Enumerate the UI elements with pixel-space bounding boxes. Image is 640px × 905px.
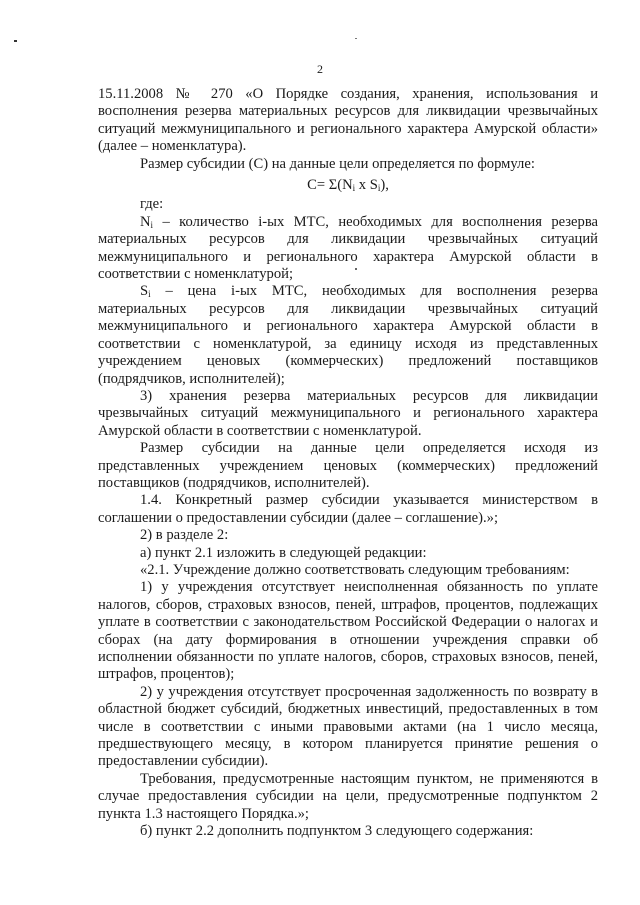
- variable-subscript: i: [150, 219, 154, 230]
- variable: N: [140, 213, 151, 230]
- formula-text: C= Σ(N: [307, 177, 353, 194]
- paragraph-definition-n: [98, 214, 598, 284]
- formula-text: ),: [380, 177, 389, 194]
- paragraph: Размер субсидии на данные цели определяется исходя из представленных учреждением ценовых (коммерческих) предложений поставщиков (подрядчиков, исполнителей).: [98, 440, 598, 491]
- scan-speck: [14, 40, 17, 42]
- paragraph: б) пункт 2.2 дополнить подпунктом 3 следующего содержания:: [140, 823, 534, 840]
- paragraph: Размер субсидии (С) на данные цели определяется по формуле:: [140, 155, 535, 172]
- variable-subscript: i: [148, 289, 151, 300]
- formula-subscript: i: [352, 183, 356, 194]
- paragraph: 1) у учреждения отсутствует неисполненная обязанность по уплате налогов, сборов, страховых взносов, пеней, штрафов, процентов, подлежащих уплате в соответствии с законодательством Российской Федерации о налогах и сборах (на дату формирования в отношении учреждения справки об исполнении обязанности по уплате налогов, сборов, страховых взносов, пеней, штрафов, процентов);: [98, 579, 598, 683]
- paragraph: 1.4. Конкретный размер субсидии указывается министерством в соглашении о предоставлении субсидии (далее – соглашение).»;: [98, 492, 598, 526]
- formula-subscript: i: [377, 183, 381, 194]
- paragraph: «2.1. Учреждение должно соответствовать следующим требованиям:: [140, 561, 570, 578]
- definition-text: – цена i-ых МТС, необходимых для восполнения резерва материальных ресурсов для ликвидации чрезвычайных ситуаций межмуниципального и регионального характера Амурской области в соответствии с номенклатурой, за единицу исходя из представленных учреждением ценовых (коммерческих) предложений поставщиков (подрядчиков, исполнителей);: [98, 283, 598, 387]
- definition-text: – количество i-ых МТС, необходимых для восполнения резерва материальных ресурсов для ликвидации чрезвычайных ситуаций межмуниципального и регионального характера Амурской области в соответствии с номенклатурой;: [98, 213, 598, 283]
- formula: [98, 177, 598, 194]
- paragraph: 2) в разделе 2:: [140, 527, 229, 544]
- paragraph: 3) хранения резерва материальных ресурсов для ликвидации чрезвычайных ситуаций межмуниципального и регионального характера Амурской области в соответствии с номенклатурой.: [98, 387, 598, 439]
- page-number: 2: [317, 62, 323, 76]
- variable: S: [140, 283, 149, 300]
- paragraph: а) пункт 2.1 изложить в следующей редакции:: [140, 544, 427, 561]
- formula-text: x S: [355, 177, 378, 194]
- scan-speck: [355, 38, 357, 39]
- paragraph-definition-s: [98, 283, 598, 387]
- paragraph: где:: [140, 196, 164, 213]
- paragraph: Требования, предусмотренные настоящим пунктом, не применяются в случае предоставления субсидии на цели, предусмотренные подпунктом 2 пункта 1.3 настоящего Порядка.»;: [98, 770, 598, 822]
- document-body: [98, 86, 598, 840]
- paragraph: 2) у учреждения отсутствует просроченная задолженность по возврату в областной бюджет субсидий, бюджетных инвестиций, предоставленных в том числе в соответствии с иными правовыми актами (на 1 число месяца, предшествующего месяцу, в котором планируется принятие решения о предоставлении субсидии).: [98, 683, 598, 770]
- paragraph: 15.11.2008 № 270 «О Порядке создания, хранения, использования и восполнения резерва материальных ресурсов для ликвидации чрезвычайных ситуаций межмуниципального и регионального характера Амурской области» (далее – номенклатура).: [98, 86, 598, 155]
